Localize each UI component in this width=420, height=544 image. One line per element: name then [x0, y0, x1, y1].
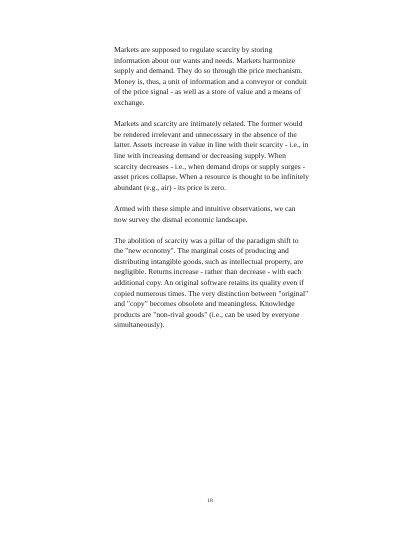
paragraph-abolition-scarcity: The abolition of scarcity was a pillar of the paradigm shift to the "new economy". The marginal costs of producing and distributing intangible goods, such as intellectual property, are negligible. Returns increase - rather than decrease - with each additional copy. An original software retains its quality even if copied numerous times. The very distinction between "original" and "copy" becomes obsolete and meaningless. Knowledge products are "non-rival goods" (i.e., can be used by everyone simultaneously).	[114, 235, 309, 330]
body-text	[114, 45, 309, 342]
page-number: 18	[207, 498, 213, 504]
paragraph-markets-scarcity-info: Markets are supposed to regulate scarcity by storing information about our wants and needs. Markets harmonize supply and demand. They do so through the price mechanism. Money is, thus, a unit of information and a conveyor or conduit of the price signal - as well as a store of value and a means of exchange.	[114, 45, 307, 107]
paragraph-markets-scarcity-related: Markets and scarcity are intimately related. The former would be rendered irrelevant and unnecessary in the absence of the latter. Assets increase in value in line with their scarcity - i.e., in line with increasing demand or decreasing supply. When scarcity decreases - i.e., when demand drops or supply surges - asset prices collapse. When a resource is thought to be infinitely abundant (e.g., air) - its price is zero.	[114, 119, 309, 192]
paragraph-armed-observations: Armed with these simple and intuitive observations, we can now survey the dismal economic landscape.	[114, 203, 296, 224]
